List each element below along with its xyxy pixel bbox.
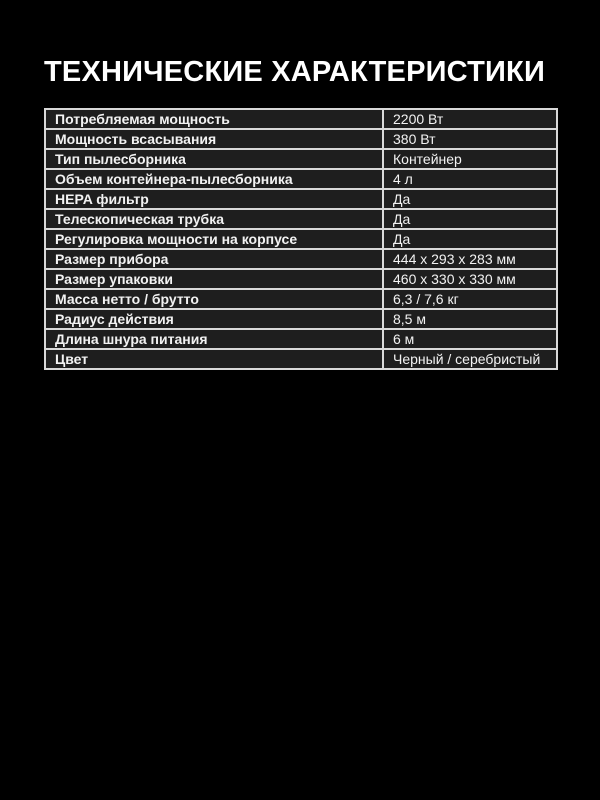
spec-name-cell: Цвет <box>45 349 383 369</box>
table-row <box>45 229 557 249</box>
spec-value-cell: 8,5 м <box>383 309 557 329</box>
spec-name-cell: Регулировка мощности на корпусе <box>45 229 383 249</box>
table-row <box>45 129 557 149</box>
table-row <box>45 269 557 289</box>
table-row <box>45 329 557 349</box>
spec-value-cell: Черный / серебристый <box>383 349 557 369</box>
table-row <box>45 349 557 369</box>
spec-name-cell: Тип пылесборника <box>45 149 383 169</box>
specs-table <box>44 108 558 370</box>
spec-value-cell: Да <box>383 229 557 249</box>
page-title: ТЕХНИЧЕСКИЕ ХАРАКТЕРИСТИКИ <box>44 56 546 88</box>
spec-value-cell: 444 x 293 x 283 мм <box>383 249 557 269</box>
spec-name-cell: Мощность всасывания <box>45 129 383 149</box>
table-row <box>45 209 557 229</box>
specs-table-body <box>45 109 557 369</box>
spec-name-cell: Размер упаковки <box>45 269 383 289</box>
spec-value-cell: 2200 Вт <box>383 109 557 129</box>
table-row <box>45 289 557 309</box>
spec-value-cell: 6,3 / 7,6 кг <box>383 289 557 309</box>
spec-value-cell: 460 x 330 x 330 мм <box>383 269 557 289</box>
spec-value-cell: Да <box>383 209 557 229</box>
spec-value-cell: 6 м <box>383 329 557 349</box>
table-row <box>45 189 557 209</box>
spec-value-cell: Да <box>383 189 557 209</box>
table-row <box>45 149 557 169</box>
spec-value-cell: Контейнер <box>383 149 557 169</box>
spec-name-cell: HEPA фильтр <box>45 189 383 209</box>
spec-name-cell: Масса нетто / брутто <box>45 289 383 309</box>
spec-name-cell: Объем контейнера-пылесборника <box>45 169 383 189</box>
spec-name-cell: Размер прибора <box>45 249 383 269</box>
spec-name-cell: Потребляемая мощность <box>45 109 383 129</box>
table-row <box>45 169 557 189</box>
table-row <box>45 309 557 329</box>
table-row <box>45 109 557 129</box>
spec-value-cell: 4 л <box>383 169 557 189</box>
spec-name-cell: Телескопическая трубка <box>45 209 383 229</box>
spec-name-cell: Длина шнура питания <box>45 329 383 349</box>
spec-value-cell: 380 Вт <box>383 129 557 149</box>
table-row <box>45 249 557 269</box>
spec-name-cell: Радиус действия <box>45 309 383 329</box>
